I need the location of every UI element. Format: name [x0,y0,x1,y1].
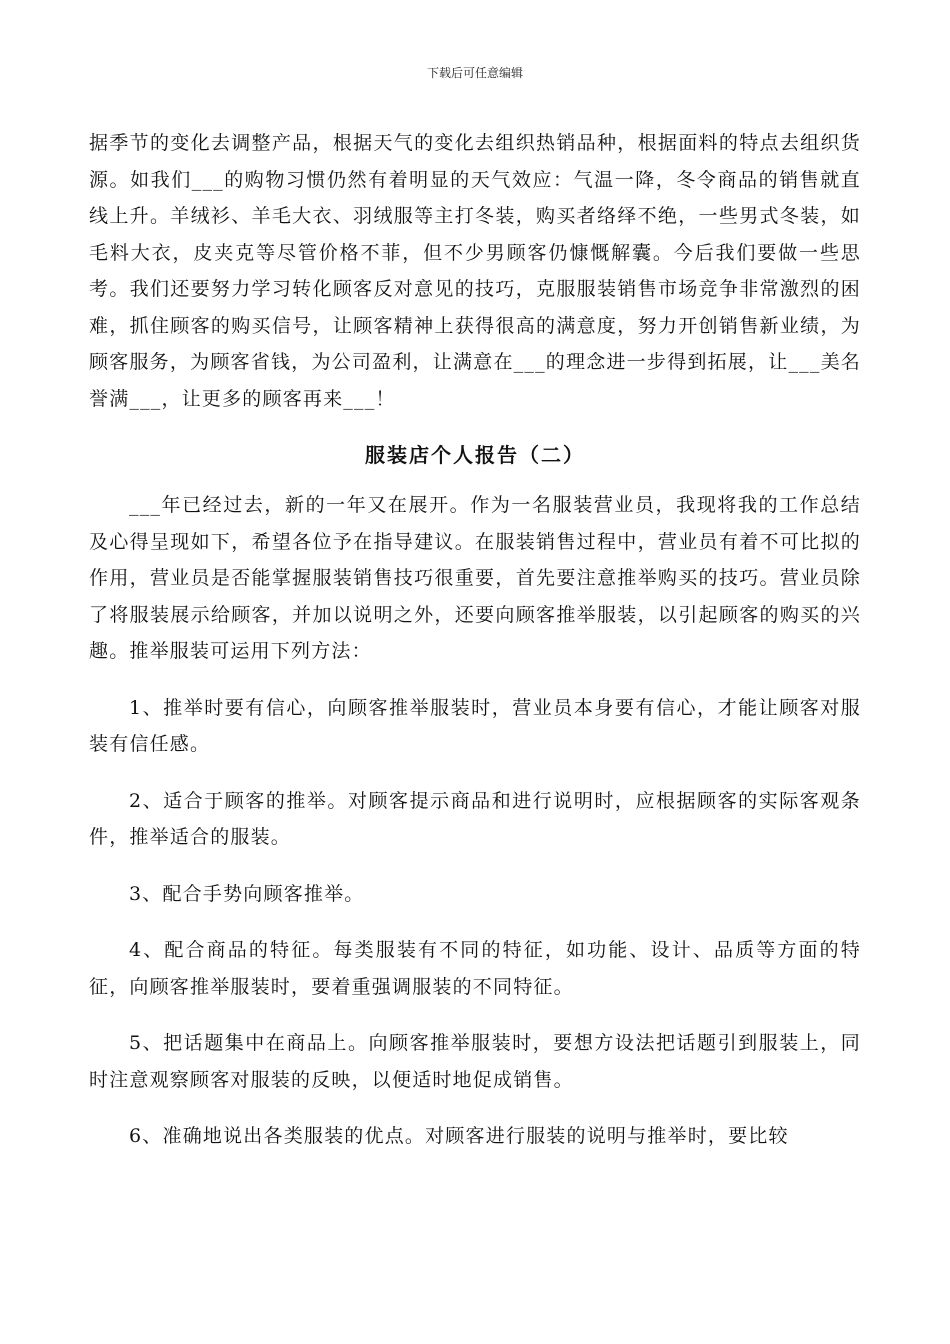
document-body [89,125,861,1155]
list-item-4: 4、配合商品的特征。每类服装有不同的特征，如功能、设计、品质等方面的特征，向顾客推举服装时，要着重强调服装的不同特征。 [89,939,861,998]
list-item-1: 1、推举时要有信心，向顾客推举服装时，营业员本身要有信心，才能让顾客对服装有信任感。 [89,696,861,755]
section-intro-paragraph: ___年已经过去，新的一年又在展开。作为一名服装营业员，我现将我的工作总结及心得呈现如下，希望各位予在指导建议。在服装销售过程中，营业员有着不可比拟的作用，营业员是否能掌握服装销售技巧很重要，首先要注意推举购买的技巧。营业员除了将服装展示给顾客，并加以说明之外，还要向顾客推举服装，以引起顾客的购买的兴趣。推举服装可运用下列方法： [89,494,861,662]
page-header: 下载后可任意编辑 [426,66,523,80]
intro-paragraph: 据季节的变化去调整产品，根据天气的变化去组织热销品种，根据面料的特点去组织货源。如我们___的购物习惯仍然有着明显的天气效应：气温一降，冬令商品的销售就直线上升。羊绒衫、羊毛大衣、羽绒服等主打冬装，购买者络绎不绝，一些男式冬装，如毛料大衣，皮夹克等尽管价格不菲，但不少男顾客仍慷慨解囊。今后我们要做一些思考。我们还要努力学习转化顾客反对意见的技巧，克服服装销售市场竞争非常激烈的困难，抓住顾客的购买信号，让顾客精神上获得很高的满意度，努力开创销售新业绩，为顾客服务，为顾客省钱，为公司盈利，让满意在___的理念进一步得到拓展，让___美名誉满___，让更多的顾客再来___！ [89,132,861,410]
list-item-3: 3、配合手势向顾客推举。 [129,882,365,905]
list-item-6: 6、准确地说出各类服装的优点。对顾客进行服装的说明与推举时，要比较 [129,1125,789,1147]
section-title: 服装店个人报告（二） [365,443,585,467]
list-item-5: 5、把话题集中在商品上。向顾客推举服装时，要想方设法把话题引到服装上，同时注意观察顾客对服装的反映，以便适时地促成销售。 [89,1032,861,1091]
list-item-2: 2、适合于顾客的推举。对顾客提示商品和进行说明时，应根据顾客的实际客观条件，推举适合的服装。 [89,789,861,848]
